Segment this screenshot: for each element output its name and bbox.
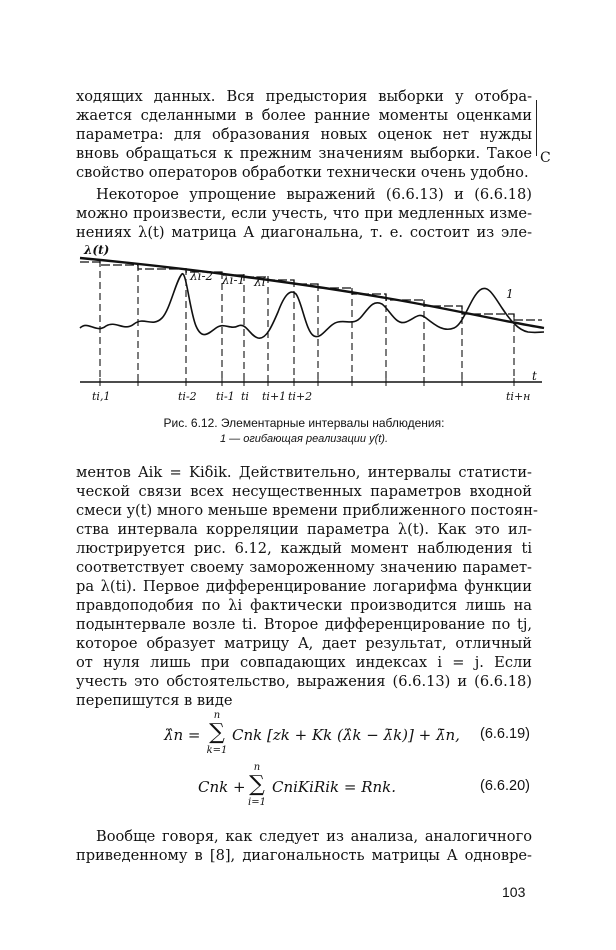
figure-caption: Рис. 6.12. Элементарные интервалы наблюдения: (163, 416, 445, 430)
tick-label: ti+1 (262, 390, 287, 403)
text-line: приведенному в [8], диагональность матрицы A одновре- (76, 847, 532, 864)
text-line: ческой связи всех несущественных параметров входной (76, 483, 532, 500)
sum-operator: n ∑ k=1 (204, 710, 230, 756)
text-line: жается сделанными в более ранние моменты оценками (76, 107, 532, 124)
tick-label: ti+н (506, 390, 531, 403)
text-line: свойство операторов обработки технически очень удобно. (76, 164, 529, 181)
text-line: ра λ(ti). Первое дифференцирование логарифма функции (76, 578, 532, 595)
text-line: подынтервале возле ti. Второе дифференцирование по tj, (76, 616, 532, 633)
text-line: ментов Aik = Kiδik. Действительно, интервалы статисти- (76, 464, 532, 481)
tick-label: ti+2 (288, 390, 313, 403)
x-axis-label: t (532, 369, 537, 383)
curve-label: λi-1 (222, 273, 246, 287)
sum-lower-limit: k=1 (206, 745, 228, 756)
curve-label: λi-2 (190, 269, 214, 283)
text-line: от нуля лишь при совпадающих индексах i = j. Если (76, 654, 532, 671)
text-line: смеси y(t) много меньше времени приближенного постоян- (76, 502, 538, 519)
tick-label: ti (241, 390, 249, 403)
curve-label: λi (254, 275, 266, 289)
equation-rhs: Cnk [zk + Kk (λ̂k − λ̄k)] + λ̄n, (232, 726, 460, 744)
text-line: параметра: для образования новых оценок нет нужды (76, 126, 532, 143)
equation-number: (6.6.20) (480, 778, 530, 794)
margin-mark: С (540, 150, 551, 166)
tick-label: ti-2 (178, 390, 197, 403)
sum-upper-limit: n (213, 710, 221, 721)
staircase-approximation (80, 262, 542, 320)
text-line: можно произвести, если учесть, что при медленных изме- (76, 205, 532, 222)
text-line: которое образует матрицу A, дает результат, отличный (76, 635, 532, 652)
equation-6-6-20 (120, 762, 530, 818)
text-line: перепишутся в виде (76, 692, 233, 709)
tick-label: ti,1 (92, 390, 111, 403)
text-line: правдоподобия по λi фактически производится лишь на (76, 597, 532, 614)
text-line: Вообще говоря, как следует из анализа, аналогичного (96, 828, 532, 845)
equation-6-6-19 (120, 710, 530, 766)
equation-rhs: CniKiRik = Rnk. (272, 778, 397, 796)
curve-label: 1 (506, 287, 514, 301)
text-line: ходящих данных. Вся предыстория выборки у отобра- (76, 88, 532, 105)
y-axis-label: λ(t) (84, 243, 110, 257)
sum-operator: n ∑ i=1 (244, 762, 270, 808)
text-line: вновь обращаться к прежним значениям выборки. Такое (76, 145, 532, 162)
text-line: люстрируется рис. 6.12, каждый момент наблюдения ti (76, 540, 532, 557)
interval-lines (100, 260, 514, 382)
page-number: 103 (502, 884, 526, 900)
margin-bar (536, 100, 537, 156)
figure-caption-legend: 1 — огибающая реализации y(t). (219, 433, 389, 445)
text-line: нениях λ(t) матрица A диагональна, т. е. состоит из эле- (76, 224, 532, 241)
text-line: учесть это обстоятельство, выражения (6.6.13) и (6.6.18) (76, 673, 532, 690)
sum-upper-limit: n (253, 762, 261, 773)
figure-6-12 (66, 240, 546, 410)
equation-lhs: λ̂n = (164, 726, 201, 744)
text-line: соответствует своему замороженному значению парамет- (76, 559, 532, 576)
equation-number: (6.6.19) (480, 726, 530, 742)
tick-label: ti-1 (216, 390, 235, 403)
sum-lower-limit: i=1 (248, 797, 266, 808)
text-line: Некоторое упрощение выражений (6.6.13) и (6.6.18) (96, 186, 532, 203)
equation-lhs: Cnk + (198, 778, 246, 796)
text-line: ства интервала корреляции параметра λ(t). Как это ил- (76, 521, 532, 538)
